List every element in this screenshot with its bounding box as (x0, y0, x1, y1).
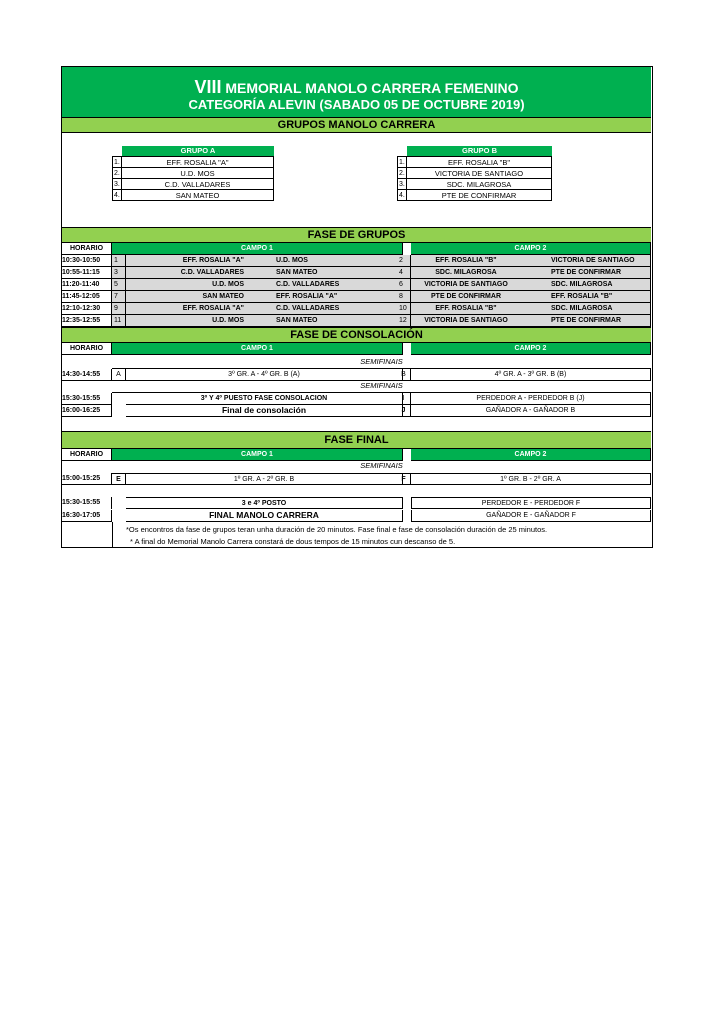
match-cell: 1º GR. B - 2º GR. A (411, 473, 651, 485)
final-row (62, 497, 651, 509)
match-cell: GAÑADOR E - GAÑADOR F (411, 510, 651, 522)
consolacion-row (62, 405, 651, 417)
fase-grupos-header (62, 243, 651, 255)
match-number: 4 (397, 267, 411, 279)
home-team: U.D. MOS (126, 315, 256, 327)
away-team: SDC. MILAGROSA (521, 279, 651, 291)
home-team: U.D. MOS (126, 279, 256, 291)
match-cell: PERDEDOR A - PERDEDOR B (J) (411, 393, 651, 405)
team-number: 1. (397, 156, 407, 168)
time-cell: 12:35-12:55 (62, 315, 112, 327)
away-team: VICTORIA DE SANTIAGO (521, 255, 651, 267)
group-a-title: GRUPO A (122, 146, 274, 156)
team-number: 2. (112, 167, 122, 179)
team-number: 4. (397, 189, 407, 201)
match-row (62, 279, 651, 291)
time-cell: 15:30-15:55 (62, 393, 112, 405)
consolacion-row (62, 369, 651, 381)
horario-header: HORARIO (62, 449, 112, 461)
groups-section-title: GRUPOS MANOLO CARRERA (62, 117, 651, 133)
home-team: VICTORIA DE SANTIAGO (411, 315, 521, 327)
home-team: EFF. ROSALIA "A" (126, 303, 256, 315)
team-number: 4. (112, 189, 122, 201)
consolacion-title: FASE DE CONSOLACIÓN (62, 327, 651, 343)
fase-final-header (62, 449, 651, 461)
match-letter: I (397, 393, 411, 405)
away-team: PTE DE CONFIRMAR (521, 267, 651, 279)
time-cell: 15:00-15:25 (62, 473, 112, 485)
match-number: 5 (112, 279, 126, 291)
schedule-sheet (61, 66, 653, 548)
time-cell: 14:30-14:55 (62, 369, 112, 381)
divider (112, 522, 113, 547)
match-number: 10 (397, 303, 411, 315)
semifinais-label: SEMIFINAIS (112, 381, 651, 393)
match-number: 3 (112, 267, 126, 279)
team-number: 3. (397, 178, 407, 190)
consolacion-header (62, 343, 651, 355)
group-team-row (397, 167, 552, 178)
group-b-title: GRUPO B (407, 146, 552, 156)
group-team-row (112, 167, 274, 178)
match-row (62, 303, 651, 315)
home-team: SDC. MILAGROSA (411, 267, 521, 279)
away-team: PTE DE CONFIRMAR (521, 315, 651, 327)
time-cell: 11:45-12:05 (62, 291, 112, 303)
match-letter: E (112, 473, 126, 485)
time-cell: 16:00-16:25 (62, 405, 112, 417)
match-row (62, 255, 651, 267)
team-number: 3. (112, 178, 122, 190)
match-row (62, 291, 651, 303)
match-row (62, 315, 651, 327)
team-name: VICTORIA DE SANTIAGO (406, 167, 552, 179)
away-team: SAN MATEO (256, 315, 403, 327)
campo2-header: CAMPO 2 (411, 449, 651, 461)
team-name: C.D. VALLADARES (121, 178, 274, 190)
fase-final-title: FASE FINAL (62, 431, 651, 449)
match-cell: 1º GR. A - 2º GR. B (126, 473, 403, 485)
match-cell: Final de consolación (126, 405, 403, 417)
campo1-header: CAMPO 1 (112, 343, 403, 355)
match-number: 12 (397, 315, 411, 327)
group-team-row (112, 156, 274, 167)
home-team: VICTORIA DE SANTIAGO (411, 279, 521, 291)
time-cell: 15:30-15:55 (62, 497, 112, 509)
match-letter: B (397, 369, 411, 381)
away-team: U.D. MOS (256, 255, 403, 267)
group-team-row (397, 189, 552, 200)
match-cell: PERDEDOR E - PERDEDOR F (411, 497, 651, 509)
team-number: 2. (397, 167, 407, 179)
team-name: SAN MATEO (121, 189, 274, 201)
title-banner (62, 67, 651, 117)
away-team: C.D. VALLADARES (256, 279, 403, 291)
note-1: *Os encontros da fase de grupos teran unha duración de 20 minutos. Fase final e fase de consolación duración de 25 minutos. (126, 525, 548, 534)
note-2: * A final do Memorial Manolo Carrera constará de dous tempos de 15 minutos cun descanso de 5. (130, 537, 456, 546)
match-letter: J (397, 405, 411, 417)
match-number: 2 (397, 255, 411, 267)
match-number: 6 (397, 279, 411, 291)
match-row (62, 267, 651, 279)
final-row (62, 510, 651, 522)
page-subtitle: CATEGORÍA ALEVIN (SABADO 05 DE OCTUBRE 2019) (188, 97, 525, 112)
campo1-header: CAMPO 1 (112, 449, 403, 461)
home-team: SAN MATEO (126, 291, 256, 303)
team-name: U.D. MOS (121, 167, 274, 179)
away-team: EFF. ROSALIA "A" (256, 291, 403, 303)
team-name: EFF. ROSALIA "A" (121, 156, 274, 168)
match-letter: A (112, 369, 126, 381)
away-team: SDC. MILAGROSA (521, 303, 651, 315)
group-team-row (397, 178, 552, 189)
consolacion-row (62, 393, 651, 405)
home-team: EFF. ROSALIA "B" (411, 303, 521, 315)
home-team: EFF. ROSALIA "B" (411, 255, 521, 267)
semifinais-label: SEMIFINAIS (112, 357, 651, 369)
away-team: C.D. VALLADARES (256, 303, 403, 315)
match-number: 7 (112, 291, 126, 303)
horario-header: HORARIO (62, 243, 112, 255)
home-team: PTE DE CONFIRMAR (411, 291, 521, 303)
team-name: EFF. ROSALIA "B" (406, 156, 552, 168)
time-cell: 12:10-12:30 (62, 303, 112, 315)
group-team-row (112, 178, 274, 189)
match-cell: 3º GR. A - 4º GR. B (A) (126, 369, 403, 381)
match-number: 1 (112, 255, 126, 267)
semifinais-label: SEMIFINAIS (360, 461, 403, 470)
time-cell: 16:30-17:05 (62, 510, 112, 522)
campo2-header: CAMPO 2 (411, 343, 651, 355)
time-cell: 10:30-10:50 (62, 255, 112, 267)
away-team: EFF. ROSALIA "B" (521, 291, 651, 303)
time-cell: 10:55-11:15 (62, 267, 112, 279)
match-cell: FINAL MANOLO CARRERA (126, 510, 403, 522)
group-team-row (112, 189, 274, 200)
title-edition: VIII (194, 77, 222, 97)
time-cell: 11:20-11:40 (62, 279, 112, 291)
match-number: 11 (112, 315, 126, 327)
match-cell: 4º GR. A - 3º GR. B (B) (411, 369, 651, 381)
away-team: SAN MATEO (256, 267, 403, 279)
team-name: SDC. MILAGROSA (406, 178, 552, 190)
fase-grupos-title: FASE DE GRUPOS (62, 227, 651, 243)
home-team: EFF. ROSALIA "A" (126, 255, 256, 267)
team-name: PTE DE CONFIRMAR (406, 189, 552, 201)
match-cell: 3º Y 4º PUESTO FASE CONSOLACION (126, 393, 403, 405)
match-number: 9 (112, 303, 126, 315)
match-cell: 3 e 4º POSTO (126, 497, 403, 509)
page-title (62, 77, 651, 98)
campo2-header: CAMPO 2 (411, 243, 651, 255)
campo1-header: CAMPO 1 (112, 243, 403, 255)
match-cell: GAÑADOR A - GAÑADOR B (411, 405, 651, 417)
team-number: 1. (112, 156, 122, 168)
horario-header: HORARIO (62, 343, 112, 355)
match-letter: F (397, 473, 411, 485)
match-number: 8 (397, 291, 411, 303)
home-team: C.D. VALLADARES (126, 267, 256, 279)
final-row (62, 473, 651, 485)
title-text: MEMORIAL MANOLO CARRERA FEMENINO (221, 80, 519, 96)
group-team-row (397, 156, 552, 167)
